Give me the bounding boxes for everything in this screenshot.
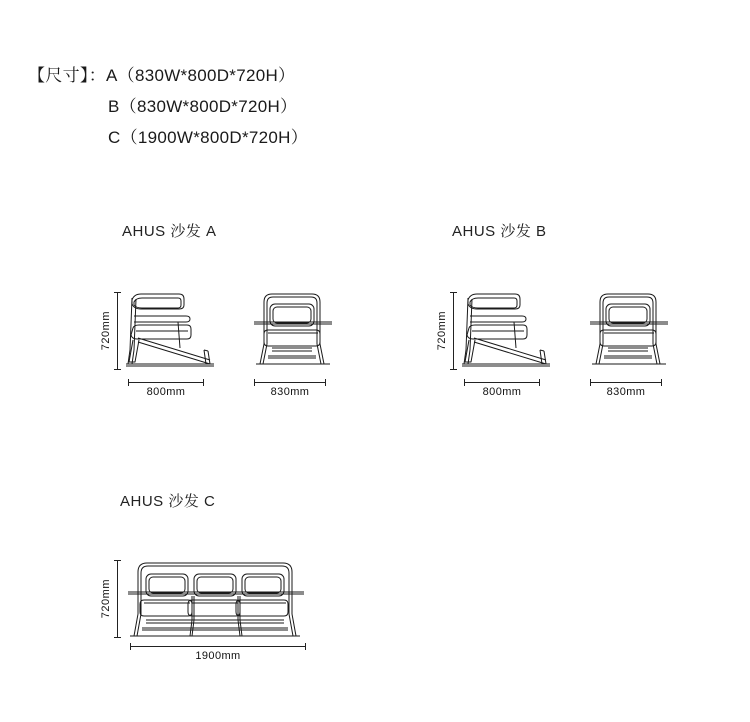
unit-a-side-width-rule (128, 382, 204, 383)
unit-c-height-label: 720mm (100, 579, 112, 619)
unit-c-front-width-dimension (130, 646, 306, 662)
unit-b-height-label: 720mm (436, 311, 448, 351)
unit-c-front-width-rule (130, 646, 306, 647)
unit-c-height-rule (117, 560, 118, 638)
unit-c-height-dimension (100, 560, 118, 638)
unit-a-side-width-label: 800mm (146, 386, 186, 398)
unit-b-front-width-rule (590, 382, 662, 383)
unit-b-height-dimension (436, 292, 454, 370)
unit-c-front-width-label: 1900mm (195, 650, 241, 662)
unit-a-side-view-drawing (118, 288, 222, 378)
unit-a-front-view-drawing (246, 288, 342, 378)
spec-line-b: B（830W*800D*720H） (108, 97, 298, 116)
unit-b-side-view-drawing (454, 288, 558, 378)
unit-b-front-view-drawing (582, 288, 678, 378)
unit-c-front-view-drawing (120, 552, 310, 648)
unit-b-front-width-dimension (590, 382, 662, 398)
unit-b-front-width-label: 830mm (606, 386, 646, 398)
unit-b-title: AHUS 沙发 B (452, 223, 547, 240)
dimension-spec-block (28, 60, 308, 153)
unit-a-height-dimension (100, 292, 118, 370)
unit-a-front-width-label: 830mm (270, 386, 310, 398)
unit-a-height-label: 720mm (100, 311, 112, 351)
unit-a-front-width-rule (254, 382, 326, 383)
unit-b-side-width-rule (464, 382, 540, 383)
unit-a-front-width-dimension (254, 382, 326, 398)
unit-a-side-width-dimension (128, 382, 204, 398)
unit-b-side-width-label: 800mm (482, 386, 522, 398)
spec-line-c: C（1900W*800D*720H） (108, 128, 309, 147)
unit-c-title: AHUS 沙发 C (120, 493, 216, 510)
unit-a-title: AHUS 沙发 A (122, 223, 217, 240)
unit-b-side-width-dimension (464, 382, 540, 398)
spec-line-a: 【尺寸】：A（830W*800D*720H） (28, 66, 296, 85)
